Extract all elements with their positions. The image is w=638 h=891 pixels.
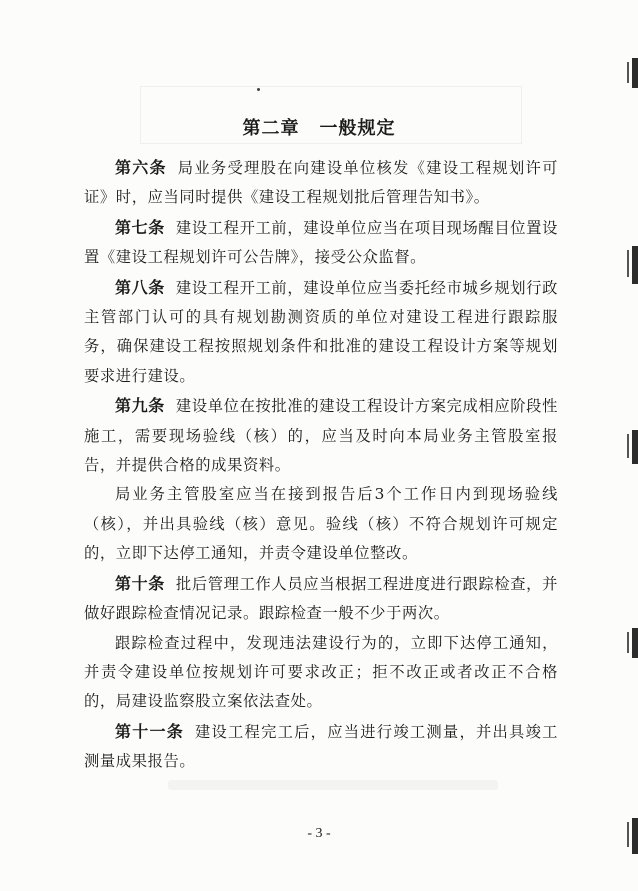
binding-edge-mark <box>632 246 638 284</box>
article-text: 局业务受理股在向建设单位核发《建设工程规划许可证》时，应当同时提供《建设工程规划批后管理告知书》。 <box>84 159 558 207</box>
article-text: 建设工程开工前，建设单位应当委托经市城乡规划行政主管部门认可的具有规划勘测资质的单位对建设工程进行跟踪服务，确保建设工程按照规划条件和批准的建设工程设计方案等规划要求进行建设。 <box>84 278 558 385</box>
scan-speck <box>257 88 260 91</box>
paragraph-article-11 <box>84 717 558 777</box>
article-text: 建设工程开工前，建设单位应当在项目现场醒目位置设置《建设工程规划许可公告牌》，接受公众监督。 <box>84 218 558 267</box>
show-through-text <box>168 780 498 790</box>
article-text: 跟踪检查过程中，发现违法建设行为的，立即下达停工通知，并责令建设单位按规划许可要求改正；拒不改正或者改正不合格的，局建设监察股立案依法查处。 <box>84 633 558 711</box>
paragraph-article-9-cont <box>84 480 558 568</box>
document-body <box>84 153 558 777</box>
paragraph-article-6 <box>84 153 558 213</box>
article-text: 建设工程完工后，应当进行竣工测量，并出具竣工测量成果报告。 <box>84 722 559 771</box>
binding-edge-mark <box>632 628 638 658</box>
binding-edge-mark <box>632 430 638 464</box>
article-number: 第九条 <box>115 396 165 416</box>
article-text: 建设单位在按批准的建设工程设计方案完成相应阶段性施工，需要现场验线（核）的，应当及时向本局业务主管股室报告，并提供合格的成果资料。 <box>84 397 558 475</box>
binding-edge-mark <box>632 58 638 88</box>
paragraph-article-10 <box>84 569 558 629</box>
page-number: - 3 - <box>307 826 331 841</box>
article-number: 第十一条 <box>115 721 184 741</box>
article-number: 第十条 <box>115 573 165 593</box>
article-text: 批后管理工作人员应当根据工程进度进行跟踪检查，并做好跟踪检查情况记录。跟踪检查一般不少于两次。 <box>84 574 558 623</box>
paragraph-article-9 <box>84 391 558 480</box>
chapter-heading <box>0 114 638 140</box>
paragraph-article-7 <box>84 213 558 273</box>
article-number: 第六条 <box>115 158 167 177</box>
article-text: 局业务主管股室应当在接到报告后3个工作日内到现场验线（核），并出具验线（核）意见。验线（核）不符合规划许可规定的，立即下达停工通知，并责令建设单位整改。 <box>84 485 558 563</box>
chapter-number: 第二章 <box>242 118 300 139</box>
paragraph-article-10-cont <box>84 629 558 717</box>
paragraph-article-8 <box>84 273 558 392</box>
article-number: 第七条 <box>115 217 165 237</box>
article-number: 第八条 <box>115 277 165 297</box>
chapter-title-text: 一般规定 <box>319 118 396 139</box>
